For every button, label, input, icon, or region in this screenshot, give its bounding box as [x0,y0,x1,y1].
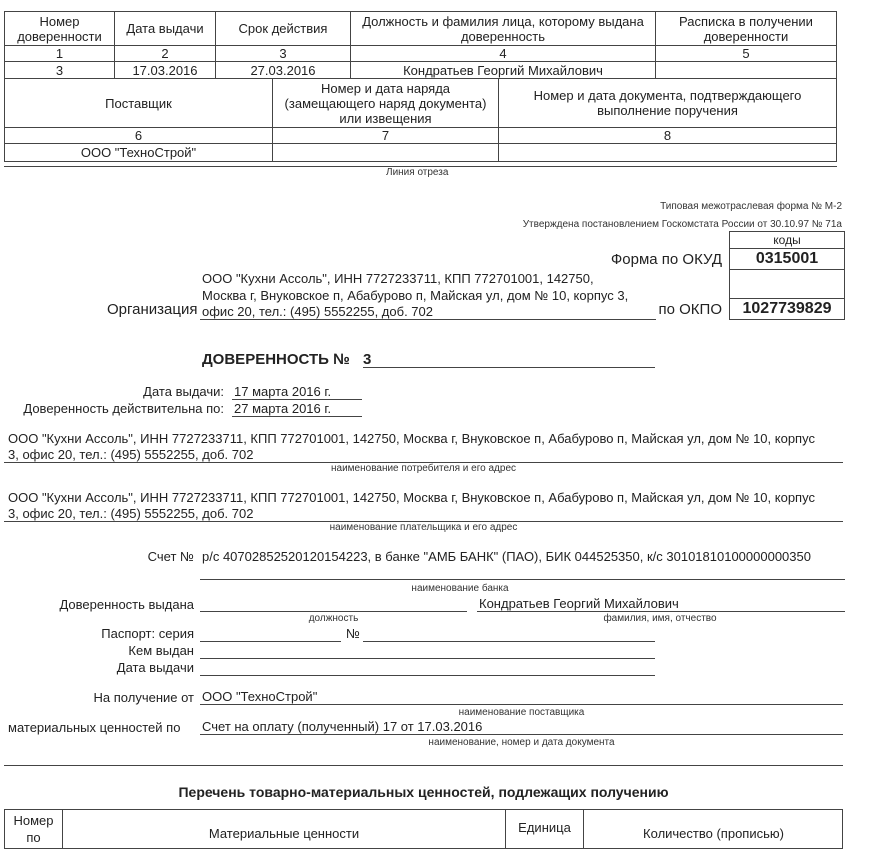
stub-col-num-2: 2 [115,46,216,62]
form-type: Типовая межотраслевая форма № М-2 [660,201,842,212]
stub-col-num-6: 6 [5,128,273,144]
stub-header-person: Должность и фамилия лица, которому выдана доверенность [351,12,656,46]
stub-col-num-1: 1 [5,46,115,62]
stub-cell-order [273,144,499,162]
issued-to-name: Кондратьев Георгий Михайлович [477,596,845,612]
stub-cell-issue-date: 17.03.2016 [115,62,216,79]
stub-cell-confirm [499,144,837,162]
section-divider [4,765,843,766]
passport-number-label: № [346,626,360,641]
stub-cell-number: 3 [5,62,115,79]
stub-header-validity: Срок действия [216,12,351,46]
list-col-number: Номер по [13,813,54,845]
codes-divider-2 [729,269,845,270]
document-caption: наименование, номер и дата документа [428,737,615,748]
list-col-materials: Материальные ценности [208,826,360,841]
consumer-line-2: 3, офис 20, тел.: (495) 5552255, доб. 702 [8,447,254,462]
organization-line-1: ООО "Кухни Ассоль", ИНН 7727233711, КПП 772701001, 142750, [202,271,594,286]
consumer-line-1: ООО "Кухни Ассоль", ИНН 7727233711, КПП 772701001, 142750, Москва г, Внуковское п, Абабурово п, Майская ул, дом № 10, корпус [8,431,815,446]
codes-divider-3 [729,298,845,299]
stub-header-number: Номер доверенности [5,12,115,46]
stub-header-receipt: Расписка в получении доверенности [656,12,837,46]
valid-until-value: 27 марта 2016 г. [232,401,362,417]
stub-cell-validity: 27.03.2016 [216,62,351,79]
account-value: р/с 40702852520120154223, в банке "АМБ БАНК" (ПАО), БИК 044525350, к/с 30101810100000000350 [200,549,845,580]
okpo-code: 1027739829 [742,300,832,317]
document-title: ДОВЕРЕННОСТЬ № [202,351,350,368]
supplier-caption: наименование поставщика [458,707,585,718]
stub-table-top [4,11,837,79]
payer-line-1: ООО "Кухни Ассоль", ИНН 7727233711, КПП 772701001, 142750, Москва г, Внуковское п, Абабурово п, Майская ул, дом № 10, корпус [8,490,815,505]
fio-caption: фамилия, имя, отчество [603,613,717,624]
passport-date-label: Дата выдачи [116,660,194,675]
stub-col-num-5: 5 [656,46,837,62]
materials-label: материальных ценностей по [8,720,181,735]
codes-label: коды [773,233,801,247]
cut-line-label: Линия отреза [386,167,449,178]
account-label: Счет № [147,549,194,564]
consumer-caption: наименование потребителя и его адрес [331,463,516,474]
stub-col-num-7: 7 [273,128,499,144]
issued-by-underline [200,658,655,659]
supplier-value: ООО "ТехноСтрой" [200,689,843,705]
issued-to-label: Доверенность выдана [59,597,194,612]
codes-divider-1 [729,248,845,249]
passport-series-label: Паспорт: серия [101,626,194,641]
payer-caption: наименование плательщика и его адрес [329,522,518,533]
approval-note: Утверждена постановлением Госкомстата России от 30.10.97 № 71а [522,219,842,230]
list-col-quantity: Количество (прописью) [643,826,784,841]
receive-from-label: На получение от [93,690,194,705]
stub-cell-supplier: ООО "ТехноСтрой" [5,144,273,162]
materials-document: Счет на оплату (полученный) 17 от 17.03.2016 [200,719,843,735]
issue-date-value: 17 марта 2016 г. [232,384,362,400]
issued-by-label: Кем выдан [128,643,194,658]
stub-col-num-3: 3 [216,46,351,62]
stub-header-issue-date: Дата выдачи [115,12,216,46]
okud-code: 0315001 [755,250,819,267]
position-underline [200,611,467,612]
position-caption: должность [308,613,359,624]
list-col-unit: Единица [518,820,571,835]
stub-header-confirm: Номер и дата документа, подтверждающего выполнение поручения [499,79,837,128]
passport-date-underline [200,675,655,676]
stub-cell-receipt [656,62,837,79]
passport-series-underline [200,641,341,642]
issue-date-label: Дата выдачи: [143,384,224,399]
organization-label: Организация [107,301,198,318]
okud-label: Форма по ОКУД [610,251,722,268]
document-number: 3 [363,352,655,368]
organization-line-3: офис 20, тел.: (495) 5552255, доб. 702 [200,304,656,320]
list-title: Перечень товарно-материальных ценностей, подлежащих получению [178,784,669,800]
stub-header-supplier: Поставщик [5,79,273,128]
okpo-label: по ОКПО [658,301,722,318]
stub-cell-person: Кондратьев Георгий Михайлович [351,62,656,79]
stub-table-bottom [4,78,837,162]
stub-col-num-8: 8 [499,128,837,144]
payer-line-2: 3, офис 20, тел.: (495) 5552255, доб. 702 [8,506,254,521]
organization-line-2: Москва г, Внуковское п, Абабурово п, Майская ул, дом № 10, корпус 3, [202,288,629,303]
bank-caption: наименование банка [411,583,509,594]
passport-number-underline [363,641,655,642]
stub-header-order: Номер и дата наряда (замещающего наряд документа) или извещения [273,79,499,128]
valid-until-label: Доверенность действительна по: [23,401,224,416]
stub-col-num-4: 4 [351,46,656,62]
